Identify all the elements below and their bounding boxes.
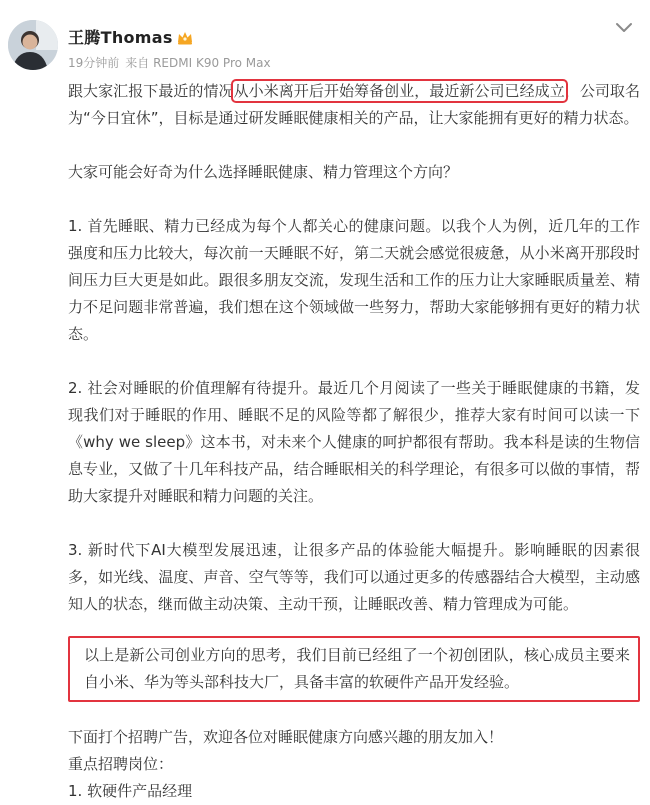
post-source: 来自 REDMI K90 Pro Max (125, 56, 271, 70)
paragraph-question: 大家可能会好奇为什么选择睡眠健康、精力管理这个方向？ (68, 163, 459, 181)
avatar-photo-icon (8, 20, 58, 70)
paragraph-position-1: 1. 软硬件产品经理 (68, 782, 193, 800)
chevron-down-icon[interactable] (614, 20, 634, 36)
intro-text-post: ，公司取名为“今日宜休”，目标是通过研发睡眠健康相关的产品，让大家能拥有更好的精力状态。 (68, 82, 640, 127)
paragraph-positions-heading: 重点招聘岗位： (68, 755, 174, 773)
paragraph-intro (68, 78, 640, 132)
highlighted-paragraph: 以上是新公司创业方向的思考，我们目前已经组了一个初创团队，核心成员主要来自小米、华为等头部科技大厂，具备丰富的软硬件产品开发经验。 (68, 636, 640, 702)
paragraph-recruit: 下面打个招聘广告，欢迎各位对睡眠健康方向感兴趣的朋友加入！ (68, 728, 504, 746)
paragraph-point-1: 1. 首先睡眠、精力已经成为每个人都关心的健康问题。以我个人为例，近几年的工作强度和压力比较大，每次前一天睡眠不好，第二天就会感觉很疲惫，从小米离开那段时间压力巨大更是如此。跟很多朋友交流，发现生活和工作的压力让大家睡眠质量差、精力不足问题非常普遍，我们想在这个领域做一些努力，帮助大家能够拥有更好的精力状态。 (68, 217, 640, 343)
paragraph-point-2: 2. 社会对睡眠的价值理解有待提升。最近几个月阅读了一些关于睡眠健康的书籍，发现我们对于睡眠的作用、睡眠不足的风险等都了解很少，推荐大家有时间可以读一下《why we sleep》这本书，对未来个人健康的呵护都很有帮助。我本科是读的生物信息专业，又做了十几年科技产品，结合睡眠相关的科学理论，有很多可以做的事情，帮助大家提升对睡眠和精力问题的关注。 (68, 379, 640, 505)
crown-badge-icon (177, 30, 193, 49)
intro-text-pre: 跟大家汇报下最近的情况 (68, 82, 234, 100)
paragraph-point-3: 3. 新时代下AI大模型发展迅速，让很多产品的体验能大幅提升。影响睡眠的因素很多，如光线、温度、声音、空气等等，我们可以通过更多的传感器结合大模型，主动感知人的状态，继而做主动决策、主动干预，让睡眠改善、精力管理成为可能。 (68, 541, 640, 613)
post-header (0, 0, 650, 76)
author-name-text[interactable]: 王腾Thomas (68, 28, 173, 47)
avatar[interactable] (8, 20, 58, 70)
post-meta (68, 54, 277, 71)
author-name[interactable] (68, 25, 193, 49)
post-time[interactable]: 19分钟前 (68, 56, 120, 70)
post-content (68, 78, 640, 805)
highlighted-phrase: 从小米离开后开始筹备创业，最近新公司已经成立 (233, 82, 565, 100)
